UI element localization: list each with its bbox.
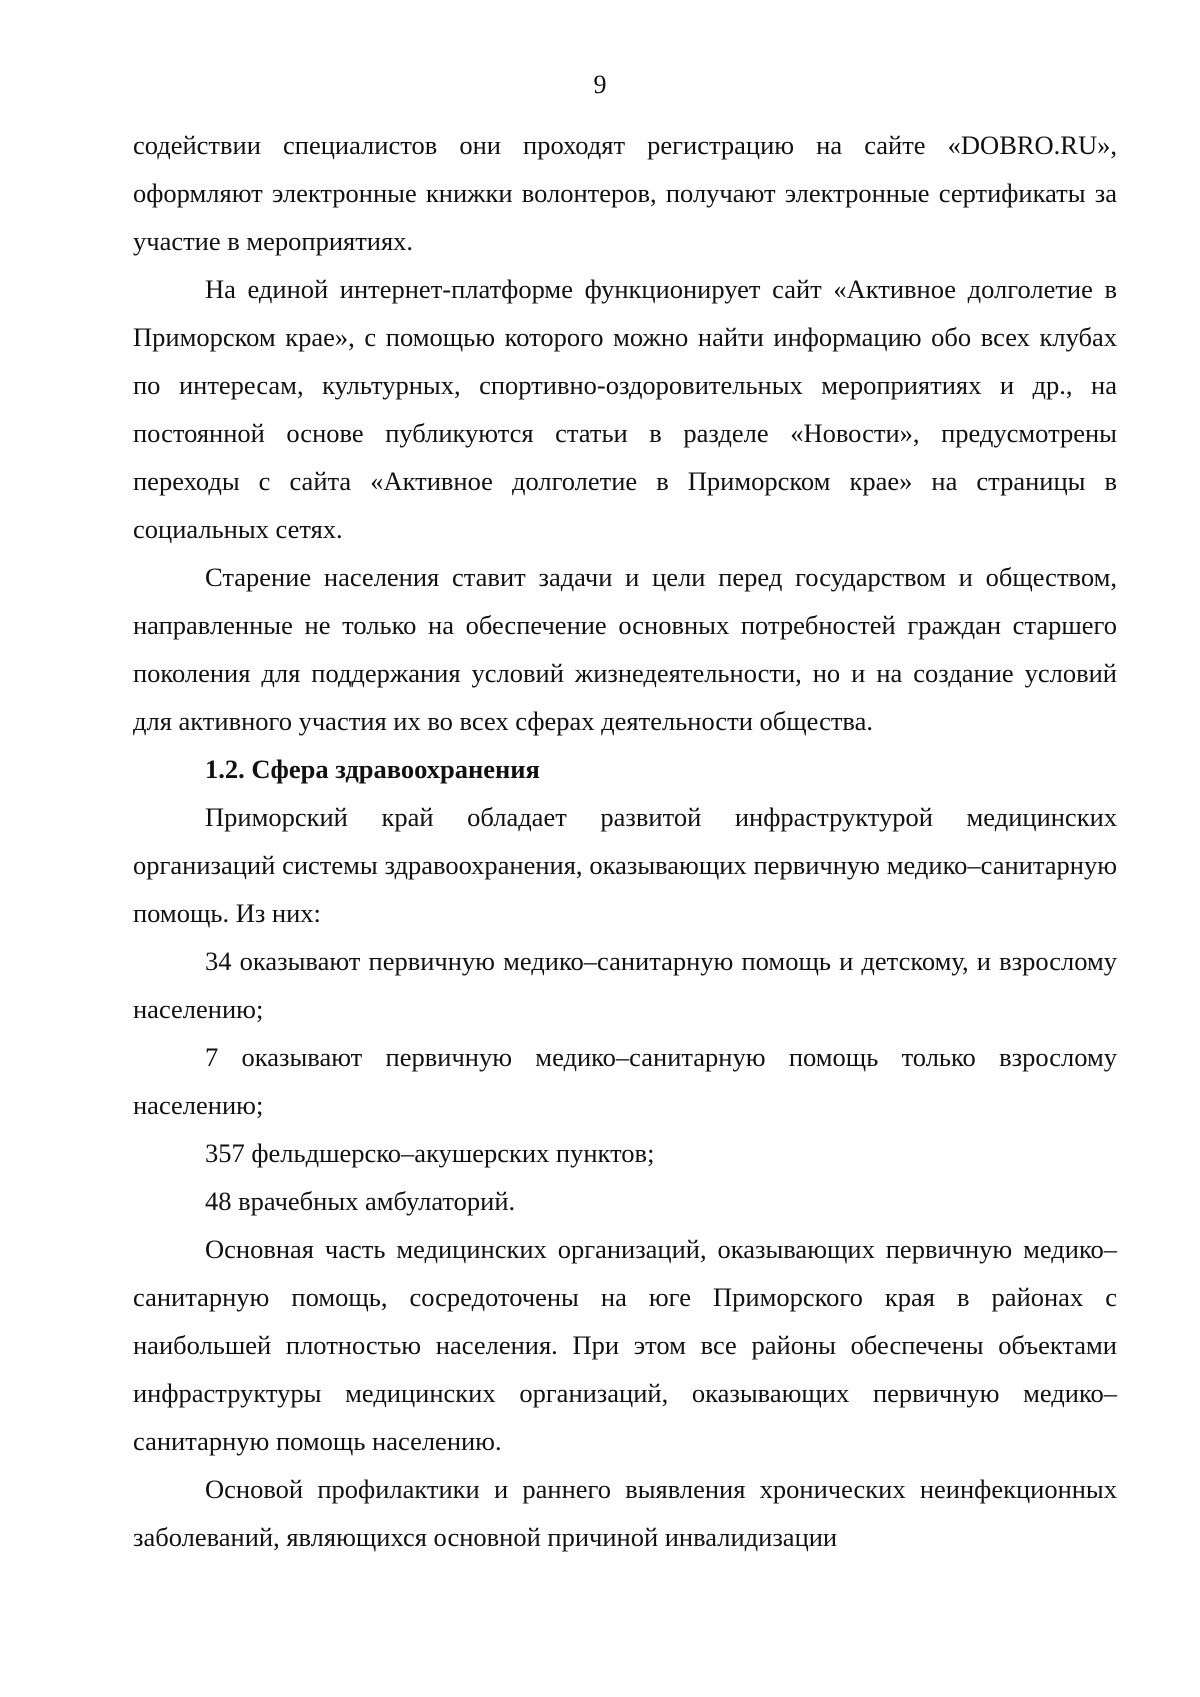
page-number: 9 — [593, 70, 607, 99]
list-item-7-organizations: 7 оказывают первичную медико–санитарную помощь только взрослому населению; — [133, 1042, 1117, 1120]
paragraph-population-aging: Старение населения ставит задачи и цели перед государством и обществом, направленные не только на обеспечение основных потребностей граждан старшего поколения для поддержания условий жизнедеятельности, но и на создание условий для активного участия их во всех сферах деятельности общества. — [133, 562, 1117, 736]
paragraph-continuation: содействии специалистов они проходят регистрацию на сайте «DOBRO.RU», оформляют электронные книжки волонтеров, получают электронные сертификаты за участие в мероприятиях. — [133, 130, 1117, 256]
list-item-34-organizations: 34 оказывают первичную медико–санитарную помощь и детскому, и взрослому населению; — [133, 946, 1117, 1024]
document-body — [133, 121, 1117, 1561]
paragraph-active-longevity-site: На единой интернет-платформе функционирует сайт «Активное долголетие в Приморском крае», с помощью которого можно найти информацию обо всех клубах по интересам, культурных, спортивно-оздоровительных мероприятиях и др., на постоянной основе публикуются статьи в разделе «Новости», предусмотрены переходы с сайта «Активное долголетие в Приморском крае» на страницы в социальных сетях. — [133, 274, 1117, 544]
paragraph-south-concentration: Основная часть медицинских организаций, оказывающих первичную медико–санитарную помощь, сосредоточены на юге Приморского края в районах с наибольшей плотностью населения. При этом все районы обеспечены объектами инфраструктуры медицинских организаций, оказывающих первичную медико–санитарную помощь населению. — [133, 1234, 1117, 1456]
list-item-357-points: 357 фельдшерско–акушерских пунктов; — [205, 1138, 655, 1168]
paragraph-healthcare-infrastructure: Приморский край обладает развитой инфраструктурой медицинских организаций системы здравоохранения, оказывающих первичную медико–санитарную помощь. Из них: — [133, 802, 1117, 928]
paragraph-prevention: Основой профилактики и раннего выявления хронических неинфекционных заболеваний, являющихся основной причиной инвалидизации — [133, 1474, 1117, 1552]
list-item-48-ambulatories: 48 врачебных амбулаторий. — [205, 1186, 516, 1216]
section-heading: 1.2. Сфера здравоохранения — [205, 754, 540, 784]
